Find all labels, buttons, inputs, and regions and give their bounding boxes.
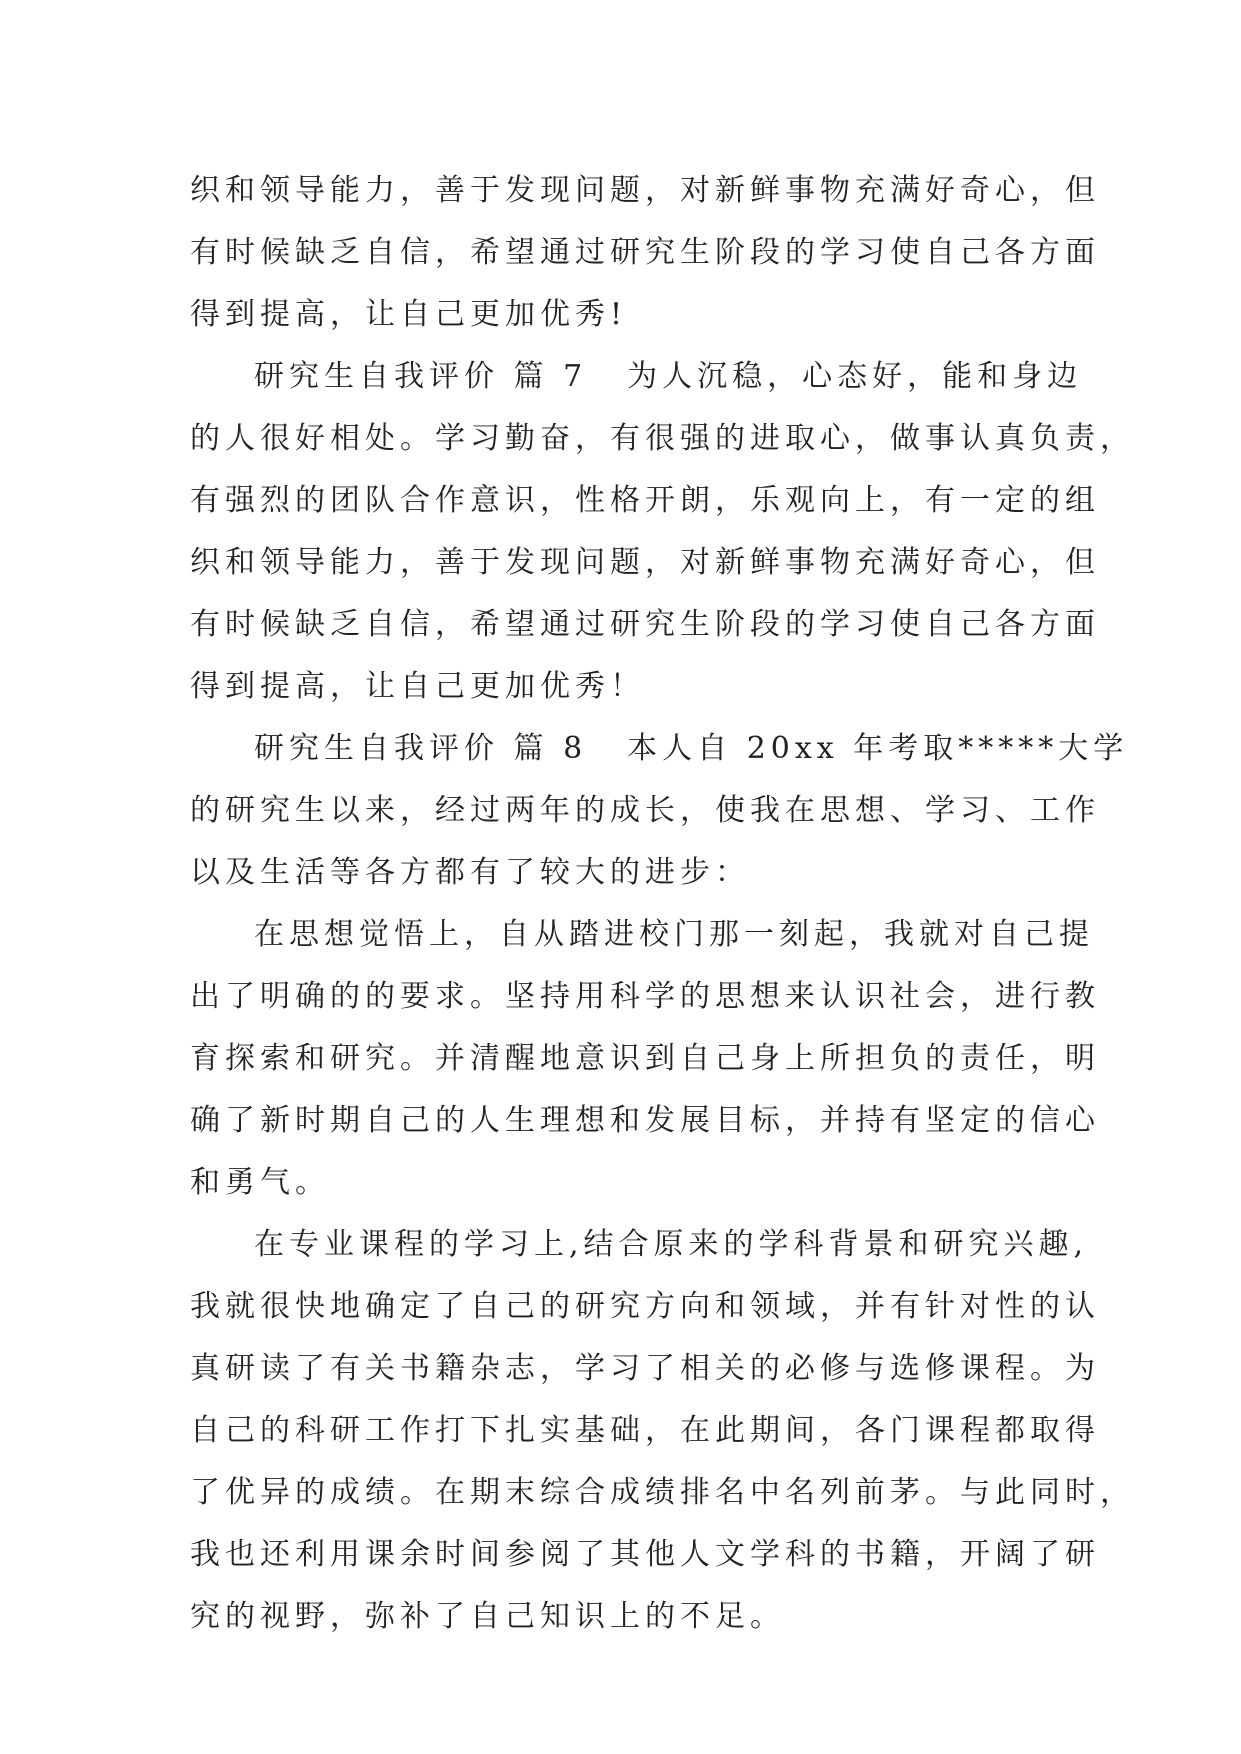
paragraph-section-8	[190, 718, 1129, 904]
text-line-first: 在思想觉悟上，自从踏进校门那一刻起，我就对自己提	[254, 917, 1094, 952]
paragraph-continuation	[190, 160, 1100, 346]
text-line: 育探索和研究。并清醒地意识到自己身上所担负的责任，明	[190, 1041, 1100, 1076]
text-line: 和勇气。	[190, 1165, 330, 1200]
text-line: 我也还利用课余时间参阅了其他人文学科的书籍，开阔了研	[190, 1537, 1100, 1572]
paragraph-courses	[190, 1214, 1135, 1648]
text-line: 我就很快地确定了自己的研究方向和领域，并有针对性的认	[190, 1289, 1100, 1324]
text-line-first	[190, 718, 1129, 780]
text-line: 以及生活等各方都有了较大的进步：	[190, 855, 750, 890]
section-heading: 研究生自我评价 篇 8	[254, 731, 588, 766]
document-body	[190, 160, 1135, 1648]
text-line: 有强烈的团队合作意识，性格开朗，乐观向上，有一定的组	[190, 483, 1100, 518]
text-line-first: 在专业课程的学习上,结合原来的学科背景和研究兴趣,	[254, 1227, 1089, 1262]
text-line: 织和领导能力，善于发现问题，对新鲜事物充满好奇心，但	[190, 545, 1100, 580]
text-line: 真研读了有关书籍杂志，学习了相关的必修与选修课程。为	[190, 1351, 1100, 1386]
text-line: 得到提高，让自己更加优秀！	[190, 669, 645, 704]
section-heading: 研究生自我评价 篇 7	[254, 359, 588, 394]
text-line: 了优异的成绩。在期末综合成绩排名中名列前茅。与此同时，	[190, 1475, 1135, 1510]
section-first-line-text: 为人沉稳，心态好，能和身边	[627, 359, 1083, 394]
text-line: 自己的科研工作打下扎实基础，在此期间，各门课程都取得	[190, 1413, 1100, 1448]
text-line-first	[190, 346, 1083, 408]
text-line: 的研究生以来，经过两年的成长，使我在思想、学习、工作	[190, 793, 1100, 828]
paragraph-section-7	[190, 346, 1135, 718]
text-line: 得到提高，让自己更加优秀!	[190, 297, 628, 332]
text-line: 织和领导能力，善于发现问题，对新鲜事物充满好奇心，但	[190, 173, 1100, 208]
text-line: 有时候缺乏自信，希望通过研究生阶段的学习使自己各方面	[190, 607, 1100, 642]
paragraph-ideology	[190, 904, 1100, 1214]
section-first-line-text: 本人自 20xx 年考取*****大学	[627, 731, 1129, 766]
text-line: 出了明确的的要求。坚持用科学的思想来认识社会，进行教	[190, 979, 1100, 1014]
text-line: 的人很好相处。学习勤奋，有很强的进取心，做事认真负责，	[190, 421, 1135, 456]
text-line: 究的视野，弥补了自己知识上的不足。	[190, 1599, 785, 1634]
text-line: 有时候缺乏自信，希望通过研究生阶段的学习使自己各方面	[190, 235, 1100, 270]
text-line: 确了新时期自己的人生理想和发展目标，并持有坚定的信心	[190, 1103, 1100, 1138]
